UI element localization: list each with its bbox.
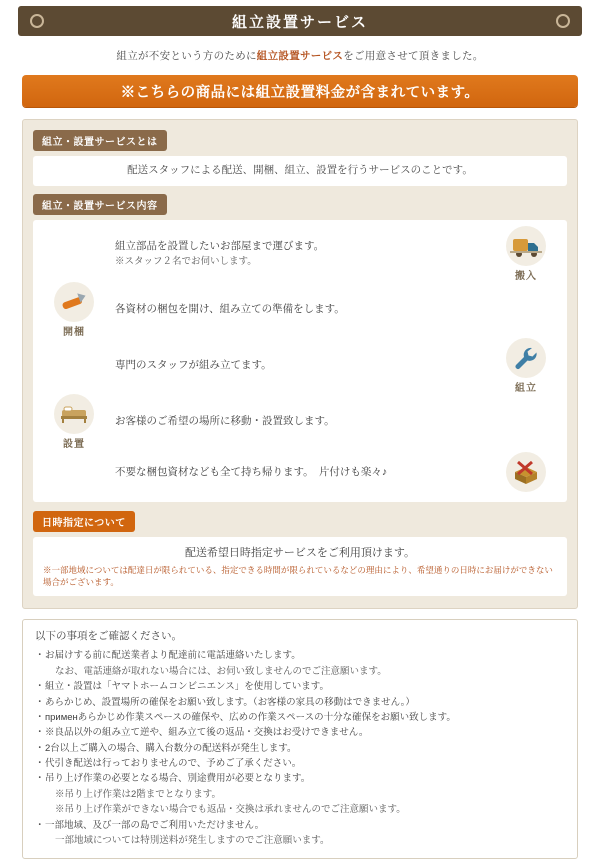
step-main-text: 不要な梱包資材なども全て持ち帰ります。 片付けも楽々♪	[115, 465, 388, 478]
step-caption: 開梱	[63, 326, 85, 338]
confirm-list	[35, 648, 565, 848]
list-item: なお、電話連絡が取れない場合には、お伺い致しませんのでご注意願います。	[55, 665, 387, 677]
list-item: ・ ※良品以外の組み立て逆や、組み立て後の返品・交換はお受けできません。	[35, 725, 565, 740]
step-main-text: 各資材の梱包を開け、組み立ての準備をします。	[115, 302, 345, 315]
list-item: 一部地域については特別送料が発生しますのでご注意願います。	[55, 834, 330, 846]
list-item: ・ 組立・設置は「ヤマトホームコンビニエンス」を使用しています。	[35, 679, 565, 694]
step-icon-cell	[489, 452, 563, 493]
lead-text	[0, 48, 600, 63]
bed-icon	[54, 394, 94, 434]
lead-accent: 組立設置サービス	[256, 50, 344, 62]
lead-after: をご用意させて頂きました。	[343, 50, 484, 62]
step-main-text: 組立部品を設置したいお部屋まで運びます。	[115, 239, 325, 252]
service-detail-tag: 組立・設置サービス内容	[33, 194, 167, 215]
step-main-text: お客様のご希望の場所に移動・設置致します。	[115, 414, 335, 427]
service-steps	[33, 220, 567, 502]
step-main-text: 専門のスタッフが組み立てます。	[115, 358, 272, 371]
title-decoration-right-icon	[556, 14, 570, 28]
list-item: ・ 吊り上げ作業の必要となる場合、別途費用が必要となります。	[35, 771, 565, 786]
schedule-title: 配送希望日時指定サービスをご利用頂けます。	[184, 546, 416, 559]
title-decoration-left-icon	[30, 14, 44, 28]
step-sub-text: ※スタッフ２名でお伺いします。	[115, 255, 257, 267]
schedule-body	[33, 537, 567, 597]
confirm-title: 以下の事項をご確認ください。	[35, 630, 182, 643]
list-item: ※吊り上げ作業は2階までとなります。	[55, 788, 222, 800]
trash-box-icon	[506, 452, 546, 492]
box-cutter-icon	[54, 282, 94, 322]
delivery-truck-icon	[506, 226, 546, 266]
step-text	[111, 358, 489, 374]
schedule-note: ※一部地域については配達日が限られている、指定できる時間が限られているなどの理由により、希望通りの日時にお届けができない場合がございます。	[43, 564, 553, 588]
step-caption: 設置	[63, 438, 85, 450]
step-caption: 搬入	[515, 270, 537, 282]
about-service-text: 配送スタッフによる配送、開梱、組立、設置を行うサービスのことです。	[33, 156, 567, 186]
schedule-head	[33, 511, 567, 532]
about-service-tag: 組立・設置サービスとは	[33, 130, 167, 151]
step-row	[37, 338, 563, 394]
step-text	[111, 239, 489, 269]
step-row	[37, 394, 563, 450]
step-text	[111, 465, 489, 481]
list-item: ・ お届けする前に配送業者より配達前に電話連絡いたします。	[35, 648, 565, 663]
list-item: ・ 一部地域、及び一部の島でご利用いただけません。	[35, 818, 565, 833]
step-icon-cell	[37, 394, 111, 450]
list-item: ・ 2台以上ご購入の場合、購入台数分の配送料が発生します。	[35, 741, 565, 756]
step-row	[37, 450, 563, 496]
list-item: ・ 代引き配送は行っておりませんので、予めご了承ください。	[35, 756, 565, 771]
step-caption: 組立	[515, 382, 537, 394]
confirm-box	[22, 619, 578, 859]
schedule-tag: 日時指定について	[33, 511, 135, 532]
step-icon-cell	[489, 226, 563, 282]
list-item: ※吊り上げ作業ができない場合でも返品・交換は承れませんのでご注意願います。	[55, 804, 406, 816]
step-row	[37, 226, 563, 282]
step-text	[111, 302, 489, 318]
wrench-icon	[506, 338, 546, 378]
lead-before: 組立が不安という方のために	[116, 50, 257, 62]
service-body	[22, 119, 578, 609]
step-icon-cell	[37, 282, 111, 338]
page-title: 組立設置サービス	[231, 13, 368, 31]
list-item: ・ あらかじめ、設置場所の確保をお願い致します。（お客様の家具の移動はできません。）	[35, 695, 565, 710]
included-fee-banner: ※こちらの商品には組立設置料金が含まれています。	[22, 75, 578, 107]
step-icon-cell	[489, 338, 563, 394]
page-title-bar	[18, 6, 582, 36]
step-row	[37, 282, 563, 338]
page-root	[0, 6, 600, 846]
step-text	[111, 414, 489, 430]
list-item: ・ применあらかじめ作業スペースの確保や、広めの作業スペースの十分な確保をお願い致します。	[35, 710, 565, 725]
